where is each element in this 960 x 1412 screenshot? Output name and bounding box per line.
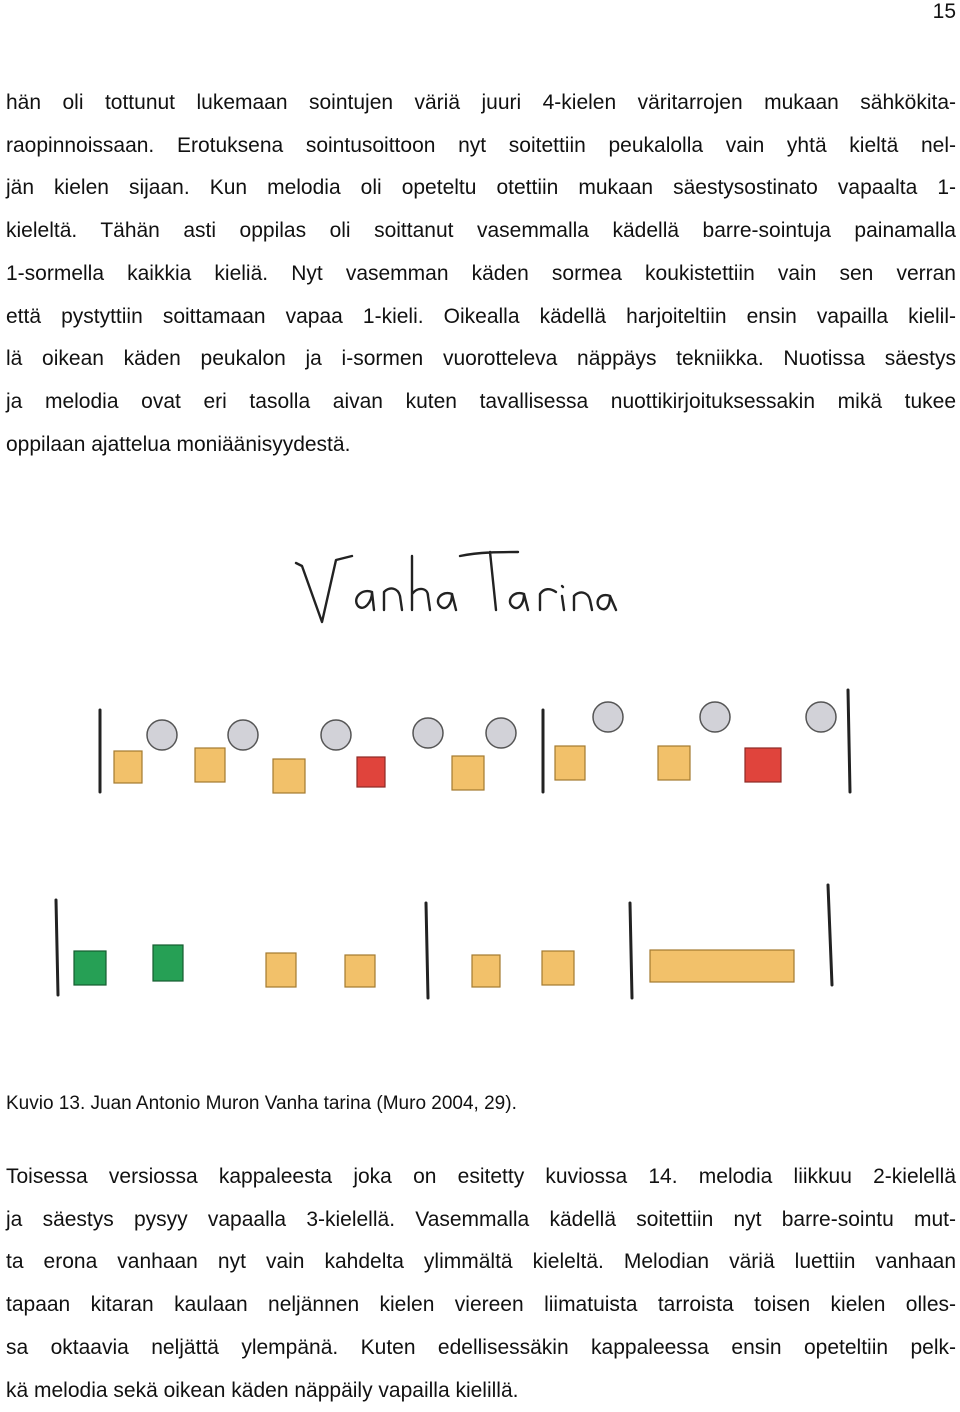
text-line: ja säestys pysyy vapaalla 3-kielellä. Vasemmalla kädellä soitettiin nyt barre-sointu mut- [6, 1207, 956, 1231]
melody-note [806, 702, 836, 732]
page-number: 15 [932, 0, 956, 23]
accompaniment-note [357, 757, 385, 787]
bar-line [828, 885, 832, 985]
body-paragraph-2 [6, 1156, 956, 1412]
accompaniment-note [74, 951, 106, 985]
melody-note [593, 702, 623, 732]
melody-note [413, 718, 443, 748]
text-line: 1-sormella kaikkia kieliä. Nyt vasemman käden sormea koukistettiin vain sen verran [6, 261, 956, 285]
melody-note [321, 720, 351, 750]
bar-line [426, 903, 428, 998]
text-line: oppilaan ajattelua moniäänisyydestä. [6, 432, 351, 456]
text-line: ta erona vanhaan nyt vain kahdelta ylimmältä kieleltä. Melodian väriä luettiin vanhaan [6, 1250, 956, 1274]
notation-row-2 [56, 885, 832, 998]
text-line: lä oikean käden peukalon ja i-sormen vuorotteleva näppäys tekniikka. Nuotissa säestys [6, 347, 956, 371]
handwritten-title [296, 552, 616, 622]
melody-note [486, 718, 516, 748]
accompaniment-note-long [650, 950, 794, 982]
bar-line [630, 903, 632, 998]
accompaniment-note [195, 748, 225, 782]
body-paragraph-1 [6, 82, 956, 466]
bar-line [56, 900, 58, 995]
text-line: Toisessa versiossa kappaleesta joka on esitetty kuviossa 14. melodia liikkuu 2-kielellä [6, 1165, 956, 1188]
text-line: kieleltä. Tähän asti oppilas oli soittanut vasemmalla kädellä barre-sointuja painamalla [6, 219, 956, 243]
accompaniment-note [555, 746, 585, 780]
text-line: tapaan kitaran kaulaan neljännen kielen viereen liimatuista tarroista toisen kielen olles- [6, 1293, 956, 1317]
text-line: ja melodia ovat eri tasolla aivan kuten tavallisessa nuottikirjoituksessakin mikä tukee [6, 389, 956, 413]
accompaniment-note [745, 748, 781, 782]
accompaniment-note [542, 951, 574, 985]
accompaniment-note [273, 759, 305, 793]
accompaniment-note [266, 953, 296, 987]
accompaniment-note [472, 955, 500, 987]
text-line: sa oktaavia neljättä ylempänä. Kuten edellisessäkin kappaleessa ensin opeteltiin pelk- [6, 1335, 956, 1359]
figure-caption: Kuvio 13. Juan Antonio Muron Vanha tarina (Muro 2004, 29). [6, 1093, 517, 1114]
melody-note [147, 720, 177, 750]
accompaniment-note [658, 746, 690, 780]
text-line: kä melodia sekä oikean käden näppäily vapailla kielillä. [6, 1378, 519, 1402]
accompaniment-note [452, 756, 484, 790]
color-notation-figure [0, 530, 960, 1030]
text-line: että pystyttiin soittamaan vapaa 1-kieli. Oikealla kädellä harjoiteltiin ensin vapailla kielil- [6, 304, 956, 328]
accompaniment-note [153, 945, 183, 981]
bar-line [848, 690, 850, 792]
text-line: hän oli tottunut lukemaan sointujen väriä juuri 4-kielen väritarrojen mukaan sähkökita- [6, 91, 956, 114]
accompaniment-note [345, 955, 375, 987]
melody-note [700, 702, 730, 732]
accompaniment-note [114, 751, 142, 783]
notation-row-1 [100, 690, 850, 793]
melody-note [228, 720, 258, 750]
color-notation-drawing [0, 530, 960, 1030]
text-line: jän kielen sijaan. Kun melodia oli opeteltu otettiin mukaan säestysostinato vapaalta 1- [6, 176, 956, 200]
text-line: raopinnoissaan. Erotuksena sointusoittoon nyt soitettiin peukalolla vain yhtä kieltä nel- [6, 133, 956, 157]
